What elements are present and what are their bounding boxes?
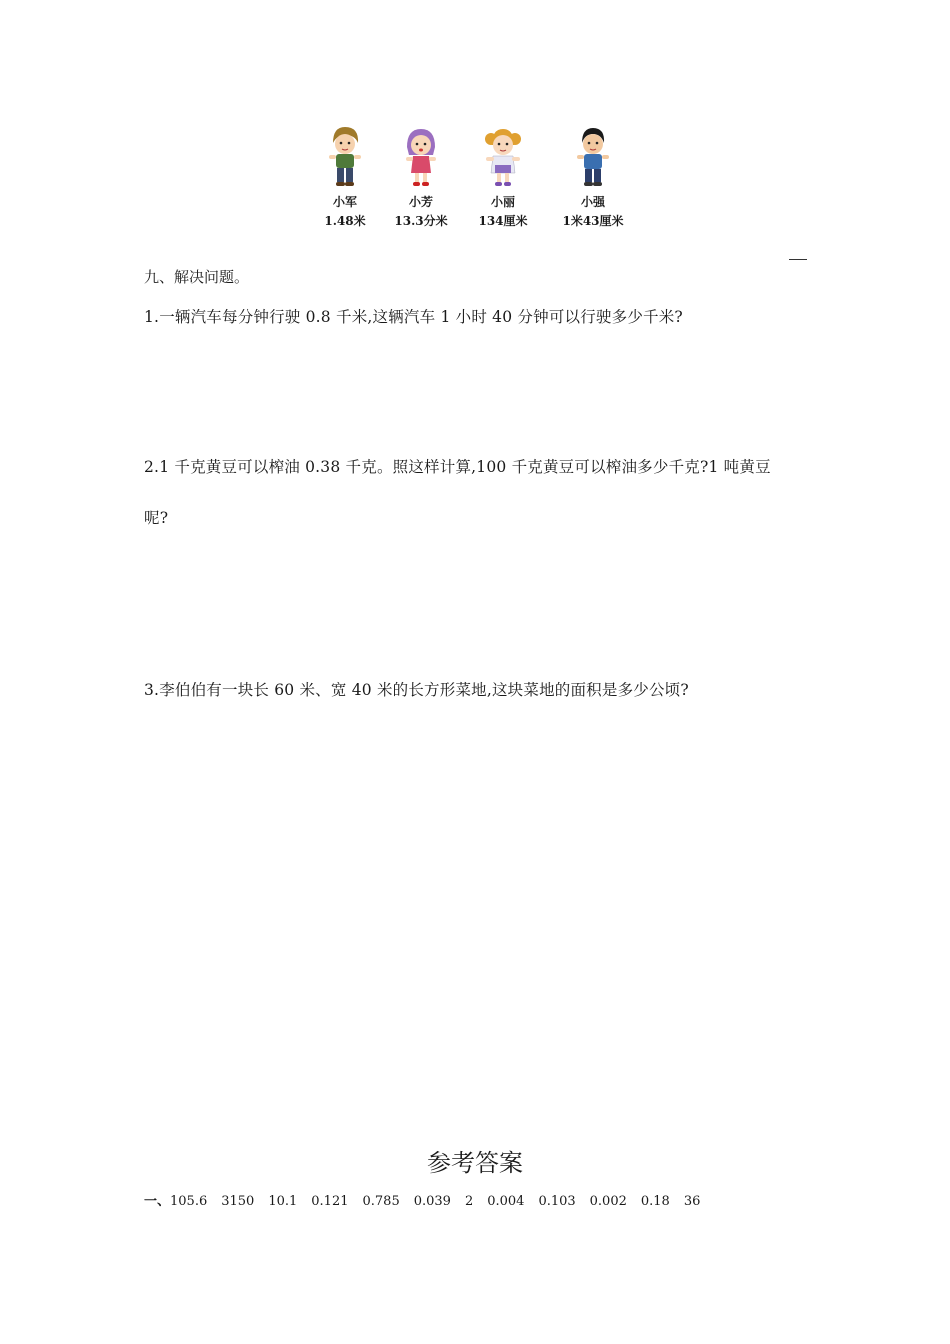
answer-value: 0.18	[640, 1194, 670, 1209]
answer-value: 0.039	[413, 1194, 451, 1209]
kid-name: 小强	[580, 195, 605, 209]
answer-value: 0.004	[487, 1194, 525, 1209]
boy-cartoon-icon	[569, 125, 617, 189]
answers-title: 参考答案	[427, 1149, 523, 1177]
girl-cartoon-icon	[397, 125, 445, 189]
kid-name: 小丽	[490, 195, 515, 209]
section-title: 九、解决问题。	[144, 268, 250, 286]
kid-height: 134厘米	[478, 214, 528, 228]
kid-xiaofang	[376, 125, 466, 229]
kid-xiaoli	[458, 125, 548, 229]
answer-section-label: 一、	[144, 1194, 171, 1209]
answer-value: 36	[683, 1194, 701, 1209]
boy-cartoon-icon	[321, 125, 369, 189]
dash-mark	[789, 259, 807, 260]
answer-values	[170, 1194, 714, 1209]
answer-value: 3150	[221, 1194, 255, 1209]
kid-height: 13.3分米	[394, 214, 448, 228]
question-3: 3.李伯伯有一块长 60 米、宽 40 米的长方形菜地,这块菜地的面积是多少公顷?	[144, 681, 689, 699]
question-1: 1.一辆汽车每分钟行驶 0.8 千米,这辆汽车 1 小时 40 分钟可以行驶多少千米?	[144, 308, 683, 326]
answer-value: 0.103	[538, 1194, 576, 1209]
kid-name: 小芳	[408, 195, 433, 209]
answer-value: 0.121	[311, 1194, 349, 1209]
answer-value: 0.002	[589, 1194, 627, 1209]
kid-height: 1.48米	[324, 214, 366, 228]
girl-cartoon-icon	[479, 125, 527, 189]
answer-value: 10.1	[268, 1194, 298, 1209]
answer-value: 0.785	[362, 1194, 400, 1209]
question-2-line-1: 2.1 千克黄豆可以榨油 0.38 千克。照这样计算,100 千克黄豆可以榨油多少千克?1 吨黄豆	[144, 458, 771, 476]
answer-value: 105.6	[170, 1194, 208, 1209]
kid-height: 1米43厘米	[562, 214, 624, 228]
kid-xiaoqiang	[548, 125, 638, 229]
kid-name: 小军	[332, 195, 357, 209]
answer-section-1	[144, 1190, 714, 1209]
answer-value: 2	[464, 1194, 474, 1209]
question-2-line-2: 呢?	[144, 509, 169, 527]
